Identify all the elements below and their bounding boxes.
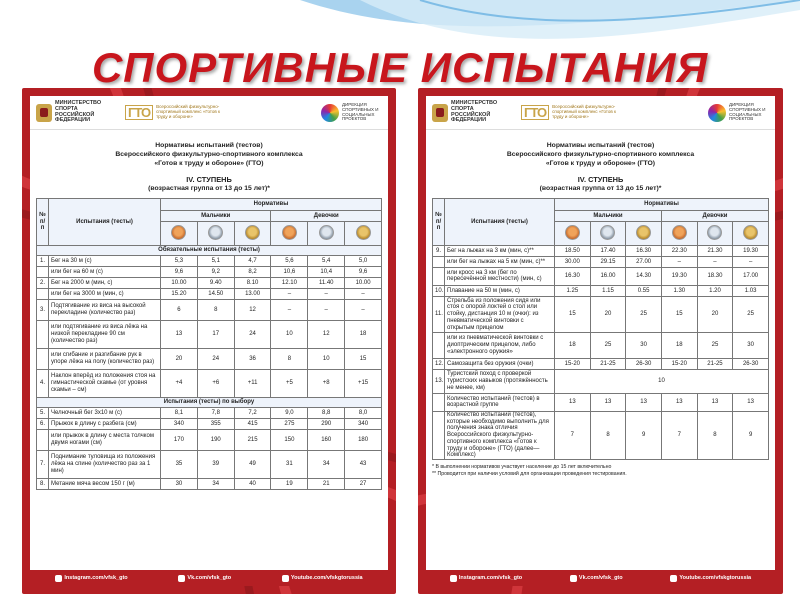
row-num — [433, 411, 445, 459]
norm-value: 16.00 — [590, 267, 626, 285]
table-row — [433, 267, 769, 285]
table-row — [37, 255, 382, 266]
silver-badge-icon — [208, 225, 223, 240]
norm-value: 415 — [234, 418, 271, 429]
norm-value: 21.30 — [697, 245, 733, 256]
ministry-emblem-icon — [36, 104, 52, 122]
test-name: Туристский поход с проверкой туристских навыков (протяжённость не менее, км) — [445, 369, 555, 393]
norm-value: +4 — [161, 369, 198, 397]
norm-value: 9,6 — [345, 266, 382, 277]
row-num — [433, 267, 445, 285]
norm-value: – — [345, 288, 382, 299]
norm-value: 15-20 — [661, 358, 697, 369]
gold-badge-icon — [356, 225, 371, 240]
youtube-link[interactable]: Youtube.com/vfskgtorussia — [670, 575, 751, 582]
left-poster — [22, 88, 396, 594]
test-name: Бег на лыжах на 3 км (мин, с)** — [445, 245, 555, 256]
gold-badge-icon — [245, 225, 260, 240]
norm-value: 21-25 — [697, 358, 733, 369]
norm-value: – — [308, 299, 345, 320]
norm-value: 49 — [234, 450, 271, 478]
social-footer — [30, 570, 388, 586]
col-boys: Мальчики — [161, 210, 271, 221]
stage-title: IV. СТУПЕНЬ — [186, 175, 232, 185]
norm-value: 9,2 — [197, 266, 234, 277]
row-num: 7. — [37, 450, 49, 478]
row-num: 4. — [37, 369, 49, 397]
test-name: Бег на 2000 м (мин, с) — [49, 277, 161, 288]
silver-badge-icon — [600, 225, 615, 240]
row-num — [433, 332, 445, 358]
section-header: Испытания (тесты) по выбору — [37, 397, 382, 407]
bronze-badge-icon — [171, 225, 186, 240]
table-row — [37, 450, 382, 478]
doc-title: Нормативы испытаний (тестов) Всероссийского физкультурно-спортивного комплекса «Готов к труду и обороне» (ГТО) — [506, 142, 695, 167]
norm-value: 340 — [161, 418, 198, 429]
norm-value: 19.30 — [661, 267, 697, 285]
norm-value: 26-30 — [733, 358, 769, 369]
row-num: 10. — [433, 285, 445, 296]
doc-title: Нормативы испытаний (тестов) Всероссийского физкультурно-спортивного комплекса «Готов к труду и обороне» (ГТО) — [115, 142, 303, 167]
table-row — [37, 266, 382, 277]
norm-value: 10,4 — [308, 266, 345, 277]
footnote-1: * В выполнении нормативов участвует население до 15 лет включительно — [432, 463, 612, 470]
norm-value: 14.50 — [197, 288, 234, 299]
col-norms: Нормативы — [161, 198, 382, 210]
norm-value: 19.30 — [733, 245, 769, 256]
norm-value: 5,1 — [197, 255, 234, 266]
norm-value: 7 — [661, 411, 697, 459]
norm-value: 10.00 — [161, 277, 198, 288]
vk-icon — [570, 575, 577, 582]
norm-value: 25 — [733, 296, 769, 332]
col-boys: Мальчики — [555, 210, 662, 221]
ministry-name: МИНИСТЕРСТВО СПОРТА РОССИЙСКОЙ ФЕДЕРАЦИИ — [451, 99, 498, 124]
row-num: 12. — [433, 358, 445, 369]
table-row — [37, 478, 382, 489]
norm-value: 13.00 — [234, 288, 271, 299]
norm-value: 8.10 — [234, 277, 271, 288]
norm-value: 34 — [308, 450, 345, 478]
row-num: 11. — [433, 296, 445, 332]
col-tests: Испытания (тесты) — [49, 198, 161, 245]
norm-value: 9 — [733, 411, 769, 459]
norm-value: 18.50 — [555, 245, 591, 256]
stage-title: IV. СТУПЕНЬ — [577, 175, 624, 185]
norm-value: – — [308, 288, 345, 299]
social-footer — [426, 570, 775, 586]
norm-value: 19 — [271, 478, 308, 489]
gto-logo-text: Всероссийский физкультурно-спортивный комплекс «Готов к труду и обороне» — [156, 104, 221, 119]
norm-value: 190 — [197, 429, 234, 450]
row-num: 13. — [433, 369, 445, 393]
table-row — [37, 429, 382, 450]
norm-value: 13 — [733, 393, 769, 411]
norm-value: 21-25 — [590, 358, 626, 369]
table-row — [433, 393, 769, 411]
norm-value: 18 — [345, 320, 382, 348]
norm-value: 18.30 — [697, 267, 733, 285]
norm-value: 36 — [234, 348, 271, 369]
norm-value: 13 — [555, 393, 591, 411]
row-num — [37, 429, 49, 450]
table-row — [433, 369, 769, 393]
norm-value: 13 — [626, 393, 662, 411]
row-num — [433, 393, 445, 411]
left-document — [30, 96, 388, 586]
instagram-icon — [450, 575, 457, 582]
silver-badge-icon — [707, 225, 722, 240]
norm-value: 8,8 — [308, 407, 345, 418]
norm-value: 21 — [308, 478, 345, 489]
norm-value: +6 — [197, 369, 234, 397]
norm-value: 15.20 — [161, 288, 198, 299]
norm-value: 16.30 — [626, 245, 662, 256]
row-num — [433, 256, 445, 267]
norm-value: – — [345, 299, 382, 320]
row-num — [37, 266, 49, 277]
test-name: Наклон вперёд из положения стоя на гимнастической скамье (от уровня скамьи – см) — [49, 369, 161, 397]
norm-value: 17 — [197, 320, 234, 348]
norm-value: 27.00 — [626, 256, 662, 267]
norm-value: 1.20 — [697, 285, 733, 296]
col-girls: Девочки — [271, 210, 382, 221]
norm-value: 13 — [697, 393, 733, 411]
right-poster — [418, 88, 783, 594]
row-num: 1. — [37, 255, 49, 266]
test-name: Метание мяча весом 150 г (м) — [49, 478, 161, 489]
test-name: Плавание на 50 м (мин, с) — [445, 285, 555, 296]
gold-badge-icon — [636, 225, 651, 240]
norm-value: 5,3 — [161, 255, 198, 266]
norm-value: 30 — [733, 332, 769, 358]
instagram-link[interactable]: Instagram.com/vfsk_gto — [450, 575, 522, 582]
norm-value: 26-30 — [626, 358, 662, 369]
norm-value: 11.40 — [308, 277, 345, 288]
test-name: Прыжок в длину с разбега (см) — [49, 418, 161, 429]
test-name: Подтягивание из виса на высокой перекладине (количество раз) — [49, 299, 161, 320]
row-num: 6. — [37, 418, 49, 429]
norm-value: 4,7 — [234, 255, 271, 266]
norm-value: – — [271, 299, 308, 320]
norm-value: 8 — [590, 411, 626, 459]
norm-value: 13 — [161, 320, 198, 348]
bronze-badge-icon — [565, 225, 580, 240]
youtube-icon — [670, 575, 677, 582]
norm-value: 10.00 — [345, 277, 382, 288]
directorate-name: ДИРЕКЦИЯ СПОРТИВНЫХ И СОЦИАЛЬНЫХ ПРОЕКТОВ — [342, 102, 379, 122]
row-num: 8. — [37, 478, 49, 489]
norm-value: 29.15 — [590, 256, 626, 267]
norm-value: +8 — [308, 369, 345, 397]
row-num: 3. — [37, 299, 49, 320]
table-row — [433, 332, 769, 358]
norm-value: 160 — [308, 429, 345, 450]
norm-value: 9,6 — [161, 266, 198, 277]
norm-value: 14.30 — [626, 267, 662, 285]
norm-value: 18 — [555, 332, 591, 358]
test-name: Стрельба из положения сидя или стоя с опорой локтей о стол или стойку, дистанция 10 м (очки): из пневматической винтовки с открытым прицелом — [445, 296, 555, 332]
norm-value: 16.30 — [555, 267, 591, 285]
norms-table-right — [432, 198, 769, 460]
test-name: Челночный бег 3х10 м (с) — [49, 407, 161, 418]
test-name: или из пневматической винтовки с диоптрическим прицелом, либо «электронного оружия» — [445, 332, 555, 358]
table-row — [37, 277, 382, 288]
norm-value: 20 — [590, 296, 626, 332]
norm-value: 10 — [308, 348, 345, 369]
test-name: или кросс на 3 км (бег по пересечённой местности) (мин, с) — [445, 267, 555, 285]
test-name: Самозащита без оружия (очки) — [445, 358, 555, 369]
youtube-icon — [282, 575, 289, 582]
norm-value: 15 — [345, 348, 382, 369]
gto-logo-mark: ГТО — [521, 105, 549, 121]
norm-value: 5,0 — [345, 255, 382, 266]
norm-value: 25 — [626, 296, 662, 332]
norm-value: 8 — [271, 348, 308, 369]
norm-value: 9,0 — [271, 407, 308, 418]
logo-bar — [426, 96, 775, 130]
test-name: Бег на 30 м (с) — [49, 255, 161, 266]
row-num — [37, 320, 49, 348]
norm-value: 10,6 — [271, 266, 308, 277]
bronze-badge-icon — [672, 225, 687, 240]
norm-value: 355 — [197, 418, 234, 429]
table-row — [37, 320, 382, 348]
norm-value: 0.55 — [626, 285, 662, 296]
table-row — [433, 358, 769, 369]
table-row — [37, 299, 382, 320]
test-name: или сгибание и разгибание рук в упоре лёжа на полу (количество раз) — [49, 348, 161, 369]
test-name: или бег на лыжах на 5 км (мин, с)** — [445, 256, 555, 267]
age-group: (возрастная группа от 13 до 15 лет)* — [539, 185, 662, 193]
norm-value: 12.10 — [271, 277, 308, 288]
norm-value: 30 — [161, 478, 198, 489]
norm-value: 24 — [234, 320, 271, 348]
row-num — [37, 348, 49, 369]
norm-value: 9.40 — [197, 277, 234, 288]
table-row — [37, 348, 382, 369]
norm-value: +5 — [271, 369, 308, 397]
norm-value: 40 — [234, 478, 271, 489]
norm-value: 340 — [345, 418, 382, 429]
norm-value: 5,6 — [271, 255, 308, 266]
slide-title: СПОРТИВНЫЕ ИСПЫТАНИЯ — [91, 44, 709, 91]
norm-value: 25 — [697, 332, 733, 358]
norm-value: 170 — [161, 429, 198, 450]
norm-value: 10 — [555, 369, 769, 393]
ministry-emblem-icon — [432, 104, 448, 122]
norm-value: 30 — [626, 332, 662, 358]
vk-link[interactable]: Vk.com/vfsk_gto — [178, 575, 231, 582]
silver-badge-icon — [319, 225, 334, 240]
norm-value: 7 — [555, 411, 591, 459]
norm-value: 6 — [161, 299, 198, 320]
col-tests: Испытания (тесты) — [445, 198, 555, 245]
norm-value: 1.25 — [555, 285, 591, 296]
norm-value: 9 — [626, 411, 662, 459]
col-num: № п/п — [433, 198, 445, 245]
test-name: Количество испытаний (тестов), которые необходимо выполнить для получения знака отличия Всероссийского физкультурно-спортивного комплекса «Готов к труду и обороне» (ГТО) (далее—Комплекс) — [445, 411, 555, 459]
norm-value: 7,8 — [197, 407, 234, 418]
norm-value: – — [271, 288, 308, 299]
norm-value: 15 — [555, 296, 591, 332]
instagram-link[interactable]: Instagram.com/vfsk_gto — [55, 575, 127, 582]
row-num: 2. — [37, 277, 49, 288]
norm-value: +11 — [234, 369, 271, 397]
norm-value: 24 — [197, 348, 234, 369]
norm-value: 215 — [234, 429, 271, 450]
ministry-name: МИНИСТЕРСТВО СПОРТА РОССИЙСКОЙ ФЕДЕРАЦИИ — [55, 99, 102, 124]
norm-value: – — [661, 256, 697, 267]
section-header: Обязательные испытания (тесты) — [37, 245, 382, 255]
norm-value: 8,0 — [345, 407, 382, 418]
right-document — [426, 96, 775, 586]
norm-value: 27 — [345, 478, 382, 489]
col-girls: Девочки — [661, 210, 768, 221]
norm-value: 10 — [271, 320, 308, 348]
norm-value: 15 — [661, 296, 697, 332]
norm-value: 5,4 — [308, 255, 345, 266]
bronze-badge-icon — [282, 225, 297, 240]
norm-value: 20 — [161, 348, 198, 369]
norm-value: 275 — [271, 418, 308, 429]
norm-value: 12 — [308, 320, 345, 348]
col-norms: Нормативы — [555, 198, 769, 210]
table-row — [433, 256, 769, 267]
norm-value: 180 — [345, 429, 382, 450]
table-row — [37, 369, 382, 397]
table-row — [433, 245, 769, 256]
norm-value: 35 — [161, 450, 198, 478]
norm-value: 13 — [590, 393, 626, 411]
test-name: или прыжок в длину с места толчком двумя ногами (см) — [49, 429, 161, 450]
youtube-link[interactable]: Youtube.com/vfskgtorussia — [282, 575, 363, 582]
table-row — [433, 411, 769, 459]
directorate-logo-icon — [708, 104, 726, 122]
norm-value: 39 — [197, 450, 234, 478]
gto-logo-text: Всероссийский физкультурно-спортивный комплекс «Готов к труду и обороне» — [552, 104, 617, 119]
table-row — [433, 296, 769, 332]
gold-badge-icon — [743, 225, 758, 240]
row-num — [37, 288, 49, 299]
norm-value: 20 — [697, 296, 733, 332]
footnotes — [426, 460, 775, 482]
test-name: или бег на 3000 м (мин, с) — [49, 288, 161, 299]
table-row — [433, 285, 769, 296]
norm-value: 25 — [590, 332, 626, 358]
norm-value: 7,2 — [234, 407, 271, 418]
footnote-2: ** Проводится при наличии условий для организации проведения тестирования. — [432, 470, 627, 477]
age-group: (возрастная группа от 13 до 15 лет)* — [148, 185, 270, 193]
norm-value: 1.03 — [733, 285, 769, 296]
norm-value: 1.30 — [661, 285, 697, 296]
norm-value: 22.30 — [661, 245, 697, 256]
table-row — [37, 288, 382, 299]
norm-value: 30.00 — [555, 256, 591, 267]
norm-value: 17.00 — [733, 267, 769, 285]
test-name: или бег на 60 м (с) — [49, 266, 161, 277]
norm-value: 290 — [308, 418, 345, 429]
norm-value: 34 — [197, 478, 234, 489]
directorate-name: ДИРЕКЦИЯ СПОРТИВНЫХ И СОЦИАЛЬНЫХ ПРОЕКТОВ — [729, 102, 766, 122]
norm-value: 8,1 — [161, 407, 198, 418]
table-row — [37, 407, 382, 418]
norm-value: 8 — [697, 411, 733, 459]
norm-value: 18 — [661, 332, 697, 358]
norm-value: – — [733, 256, 769, 267]
norm-value: 8 — [197, 299, 234, 320]
norm-value: 8,2 — [234, 266, 271, 277]
norm-value: 31 — [271, 450, 308, 478]
norm-value: 12 — [234, 299, 271, 320]
row-num: 9. — [433, 245, 445, 256]
test-name: Поднимание туловища из положения лёжа на спине (количество раз за 1 мин) — [49, 450, 161, 478]
norm-value: +15 — [345, 369, 382, 397]
norm-value: 1.15 — [590, 285, 626, 296]
norm-value: 43 — [345, 450, 382, 478]
col-num: № п/п — [37, 198, 49, 245]
directorate-logo-icon — [321, 104, 339, 122]
norm-value: 15-20 — [555, 358, 591, 369]
instagram-icon — [55, 575, 62, 582]
norm-value: 13 — [661, 393, 697, 411]
test-name: Количество испытаний (тестов) в возрастной группе — [445, 393, 555, 411]
table-row — [37, 418, 382, 429]
test-name: или подтягивание из виса лёжа на низкой перекладине 90 см (количество раз) — [49, 320, 161, 348]
norms-table-left — [36, 198, 382, 490]
vk-icon — [178, 575, 185, 582]
norm-value: 17.40 — [590, 245, 626, 256]
row-num: 5. — [37, 407, 49, 418]
logo-bar — [30, 96, 388, 130]
norm-value: 150 — [271, 429, 308, 450]
gto-logo-mark: ГТО — [125, 105, 153, 121]
vk-link[interactable]: Vk.com/vfsk_gto — [570, 575, 623, 582]
norm-value: – — [697, 256, 733, 267]
